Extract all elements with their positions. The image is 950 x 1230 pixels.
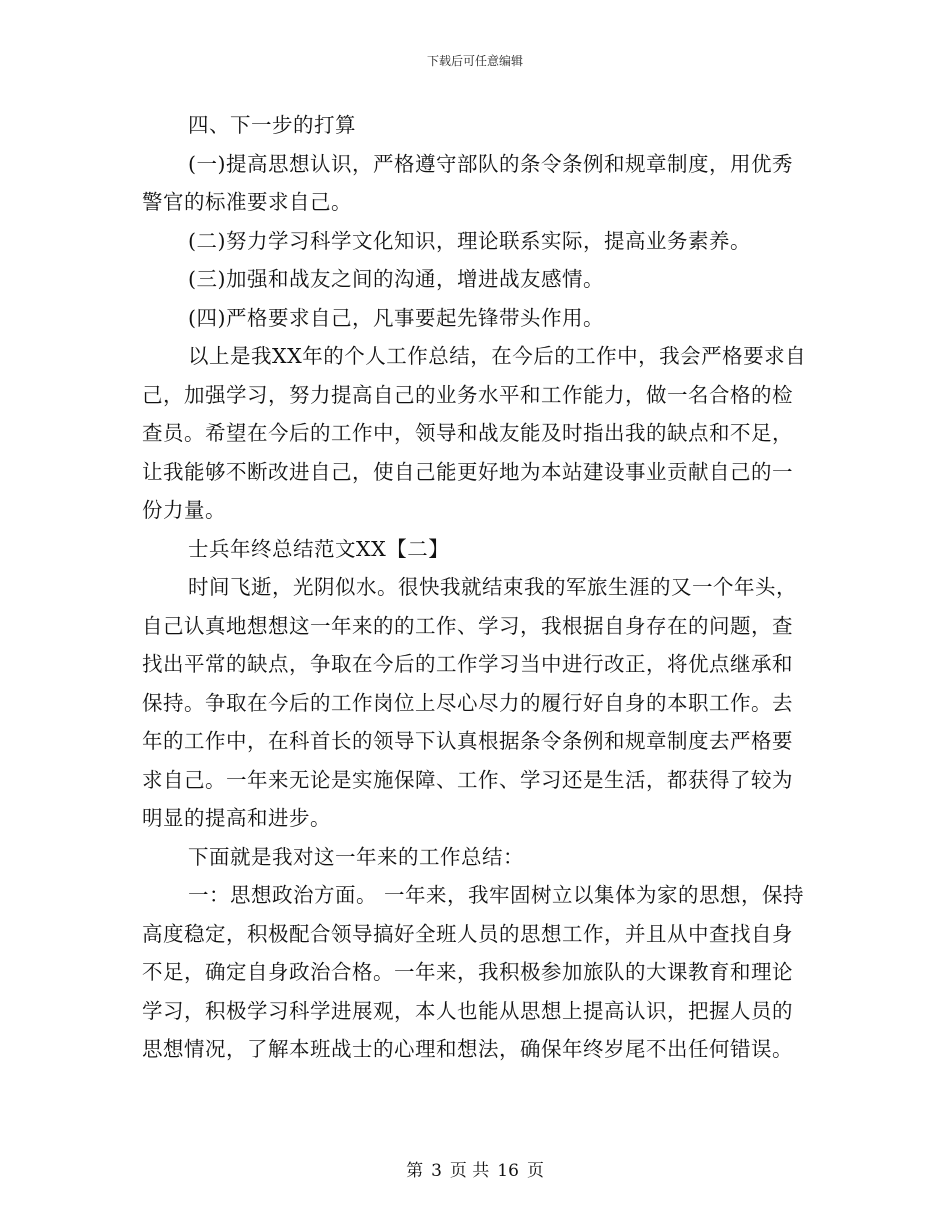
paragraph: 时间飞逝，光阴似水。很快我就结束我的军旅生涯的又一个年头，自己认真地想想这一年来的的工作、学习，我根据自身存在的问题，查找出平常的缺点，争取在今后的工作学习当中进行改正，将优点继承和保持。争取在今后的工作岗位上尽心尽力的履行好自身的本职工作。去年的工作中，在科首长的领导下认真根据条令条例和规章制度去严格要求自己。一年来无论是实施保障、工作、学习还是生活，都获得了较为明显的提高和进步。	[142, 575, 797, 830]
paragraph: (三)加强和战友之间的沟通，增进战友感情。	[188, 267, 604, 291]
section-title: 士兵年终总结范文XX【二】	[188, 536, 450, 561]
footer-suffix: 页	[526, 1161, 544, 1181]
page-footer	[0, 1156, 950, 1181]
paragraph: 一：思想政治方面。 一年来，我牢固树立以集体为家的思想，保持高度稳定，积极配合领导搞好全班人员的思想工作，并且从中查找自身不足，确定自身政治合格。一年来，我积极参加旅队的大课教育和理论学习，积极学习科学进展观，本人也能从思想上提高认识，把握人员的思想情况，了解本班战士的心理和想法，确保年终岁尾不出任何错误。	[142, 883, 805, 1061]
footer-middle: 页 共	[449, 1161, 490, 1181]
document-body	[142, 106, 810, 1069]
total-pages-number: 16	[497, 1161, 519, 1181]
paragraph: (二)努力学习科学文化知识，理论联系实际，提高业务素养。	[188, 228, 751, 253]
paragraph: 以上是我XX年的个人工作总结，在今后的工作中，我会严格要求自己，加强学习，努力提高自己的业务水平和工作能力，做一名合格的检查员。希望在今后的工作中，领导和战友能及时指出我的缺点和不足，让我能够不断改进自己，使自己能更好地为本站建设事业贡献自己的一份力量。	[142, 344, 807, 522]
current-page-number: 3	[431, 1161, 442, 1181]
paragraph: 下面就是我对这一年来的工作总结：	[188, 844, 524, 869]
footer-prefix: 第	[406, 1161, 424, 1181]
paragraph: (一)提高思想认识，严格遵守部队的条令条例和规章制度，用优秀警官的标准要求自己。	[142, 151, 793, 214]
paragraph: (四)严格要求自己，凡事要起先锋带头作用。	[188, 305, 604, 330]
page-header: 下载后可任意编辑	[426, 54, 523, 68]
section-heading: 四、下一步的打算	[188, 113, 356, 137]
